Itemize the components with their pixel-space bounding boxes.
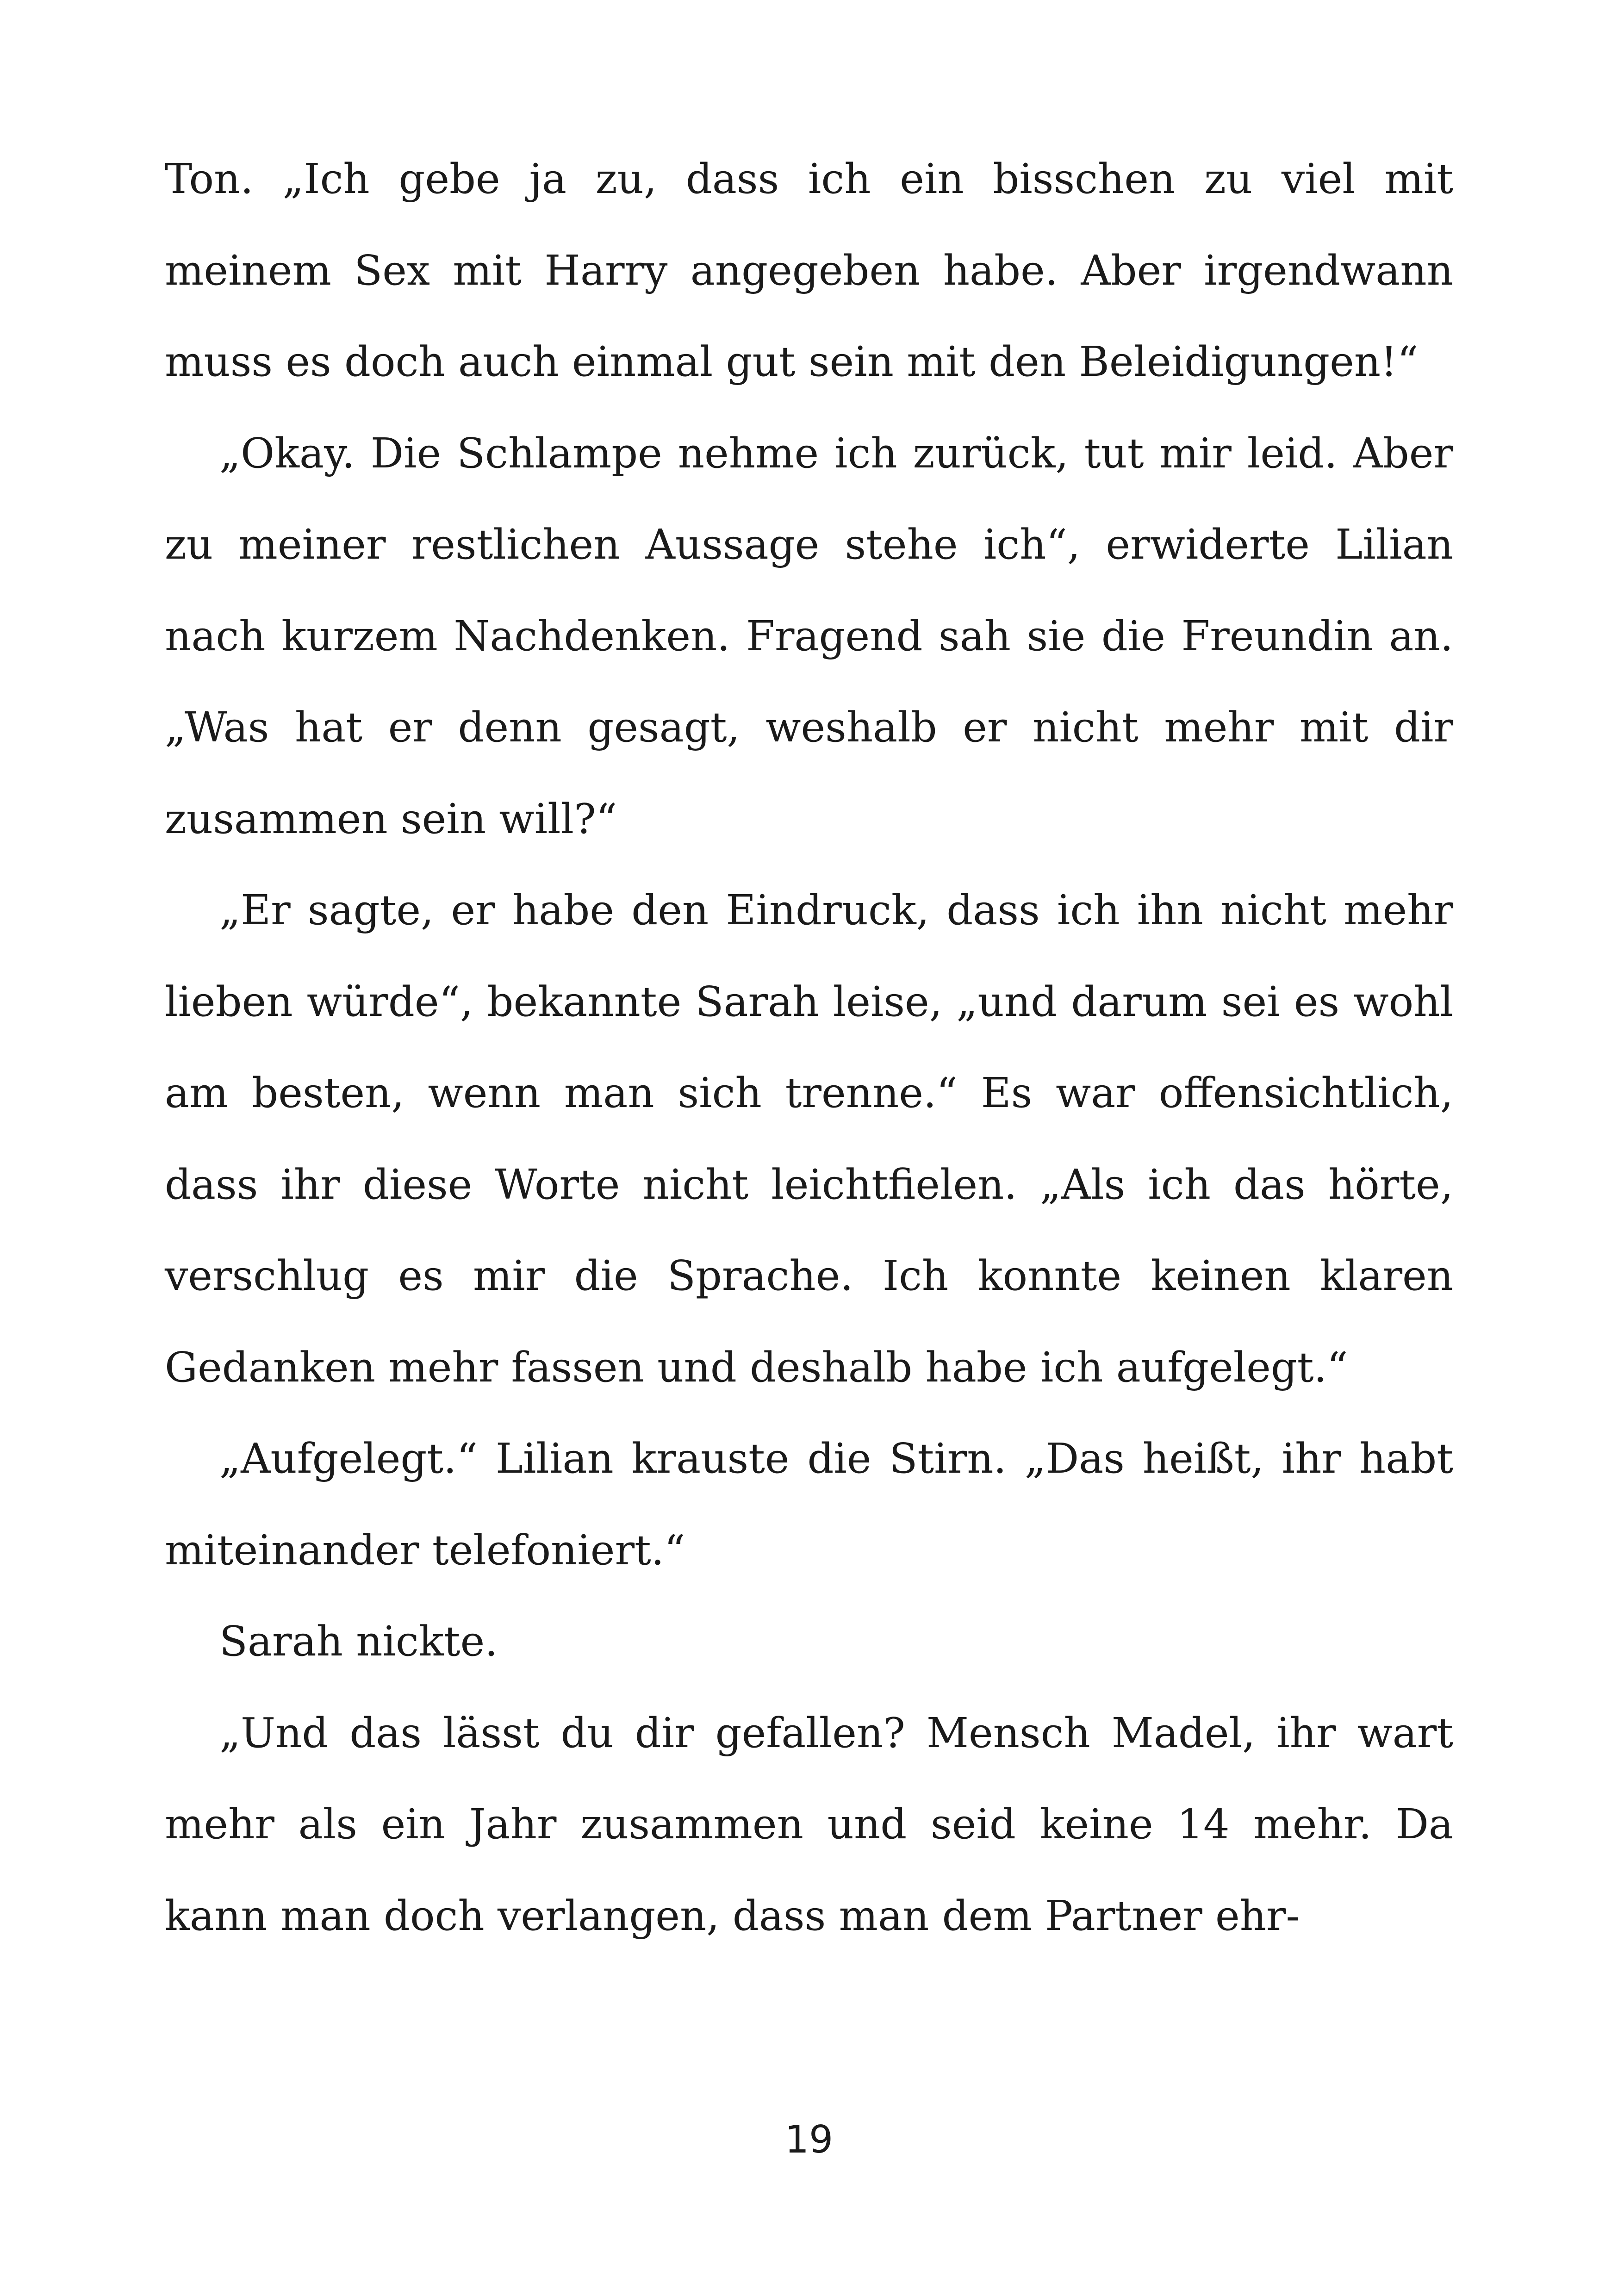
paragraph: Sarah nickte. bbox=[219, 1617, 498, 1665]
paragraph: Ton. „Ich gebe ja zu, dass ich ein bisschen zu viel mit meinem Sex mit Harry angegeben habe. Aber irgendwann muss es doch auch einmal gut sein mit den Beleidigungen!“ bbox=[165, 155, 1453, 386]
paragraph: „Okay. Die Schlampe nehme ich zurück, tut mir leid. Aber zu meiner restlichen Aussage stehe ich“, erwiderte Lilian nach kurzem Nachdenken. Fragend sah sie die Freundin an. „Was hat er denn gesagt, weshalb er nicht mehr mit dir zusammen sein will?“ bbox=[165, 429, 1453, 843]
paragraph: „Und das lässt du dir gefallen? Mensch Madel, ihr wart mehr als ein Jahr zusammen und seid keine 14 mehr. Da kann man doch verlangen, dass man dem Partner ehr- bbox=[165, 1708, 1453, 1940]
paragraph: „Aufgelegt.“ Lilian krauste die Stirn. „Das heißt, ihr habt miteinander telefoniert.“ bbox=[165, 1434, 1453, 1574]
page-number: 19 bbox=[784, 2118, 834, 2162]
body-text bbox=[165, 133, 1453, 1961]
paragraph: „Er sagte, er habe den Eindruck, dass ich ihn nicht mehr lieben würde“, bekannte Sarah leise, „und darum sei es wohl am besten, wenn man sich trenne.“ Es war offensichtlich, dass ihr diese Worte nicht leichtfielen. „Als ich das hörte, verschlug es mir die Sprache. Ich konnte keinen klaren Gedanken mehr fassen und deshalb habe ich aufgelegt.“ bbox=[165, 886, 1453, 1391]
